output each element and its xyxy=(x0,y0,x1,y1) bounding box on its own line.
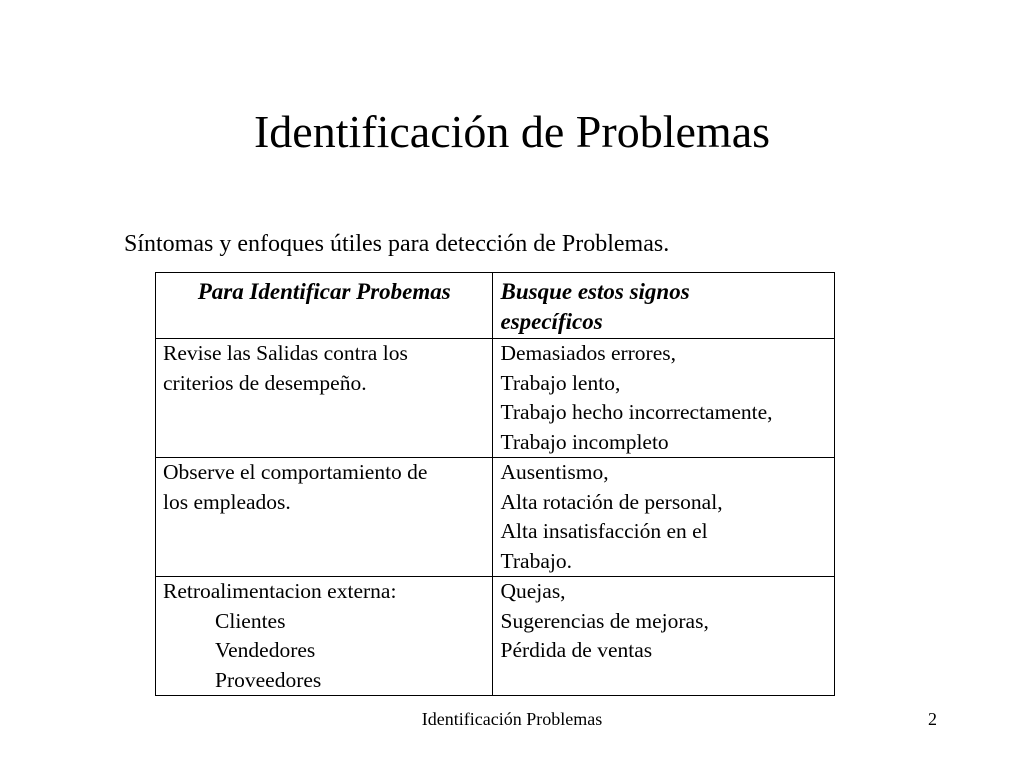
signs-cell xyxy=(493,339,835,458)
problems-table xyxy=(155,272,835,696)
identify-cell xyxy=(156,458,493,577)
sign-line: Demasiados errores, xyxy=(500,341,677,365)
sign-line: Quejas, xyxy=(500,579,566,603)
sign-line: Trabajo incompleto xyxy=(500,429,669,454)
sign-line: Ausentismo, xyxy=(500,460,609,484)
identify-cell xyxy=(156,339,493,458)
table-row xyxy=(156,458,835,577)
sign-line: Sugerencias de mejoras, xyxy=(500,608,709,633)
identify-line: Clientes xyxy=(215,608,286,633)
identify-line: Vendedores xyxy=(215,638,316,662)
identify-cell xyxy=(156,577,493,696)
header-signs-line: específicos xyxy=(500,308,603,334)
footer-text: Identificación Problemas xyxy=(421,709,603,729)
identify-line: Observe el comportamiento de xyxy=(163,460,428,484)
sign-line: Alta insatisfacción en el xyxy=(500,519,708,543)
sign-line: Trabajo. xyxy=(500,548,572,573)
table-row xyxy=(156,339,835,458)
signs-cell xyxy=(493,577,835,696)
table-header-row xyxy=(156,273,835,339)
header-identify: Para Identificar Probemas xyxy=(156,273,493,339)
sign-line: Trabajo hecho incorrectamente, xyxy=(500,400,773,424)
header-signs xyxy=(493,273,835,339)
table-row xyxy=(156,577,835,696)
identify-line: criterios de desempeño. xyxy=(163,370,367,395)
sign-line: Alta rotación de personal, xyxy=(500,489,723,514)
identify-line: Proveedores xyxy=(215,667,322,692)
identify-line: Retroalimentacion externa: xyxy=(163,579,397,603)
sign-line: Pérdida de ventas xyxy=(500,638,653,662)
slide-subtitle: Síntomas y enfoques útiles para detección de Problemas. xyxy=(124,231,670,257)
header-signs-line: Busque estos signos xyxy=(500,279,690,304)
slide-title: Identificación de Problemas xyxy=(253,106,771,157)
page-number: 2 xyxy=(928,709,937,729)
identify-line: los empleados. xyxy=(163,489,291,514)
identify-line: Revise las Salidas contra los xyxy=(163,341,408,365)
signs-cell xyxy=(493,458,835,577)
sign-line: Trabajo lento, xyxy=(500,370,621,395)
